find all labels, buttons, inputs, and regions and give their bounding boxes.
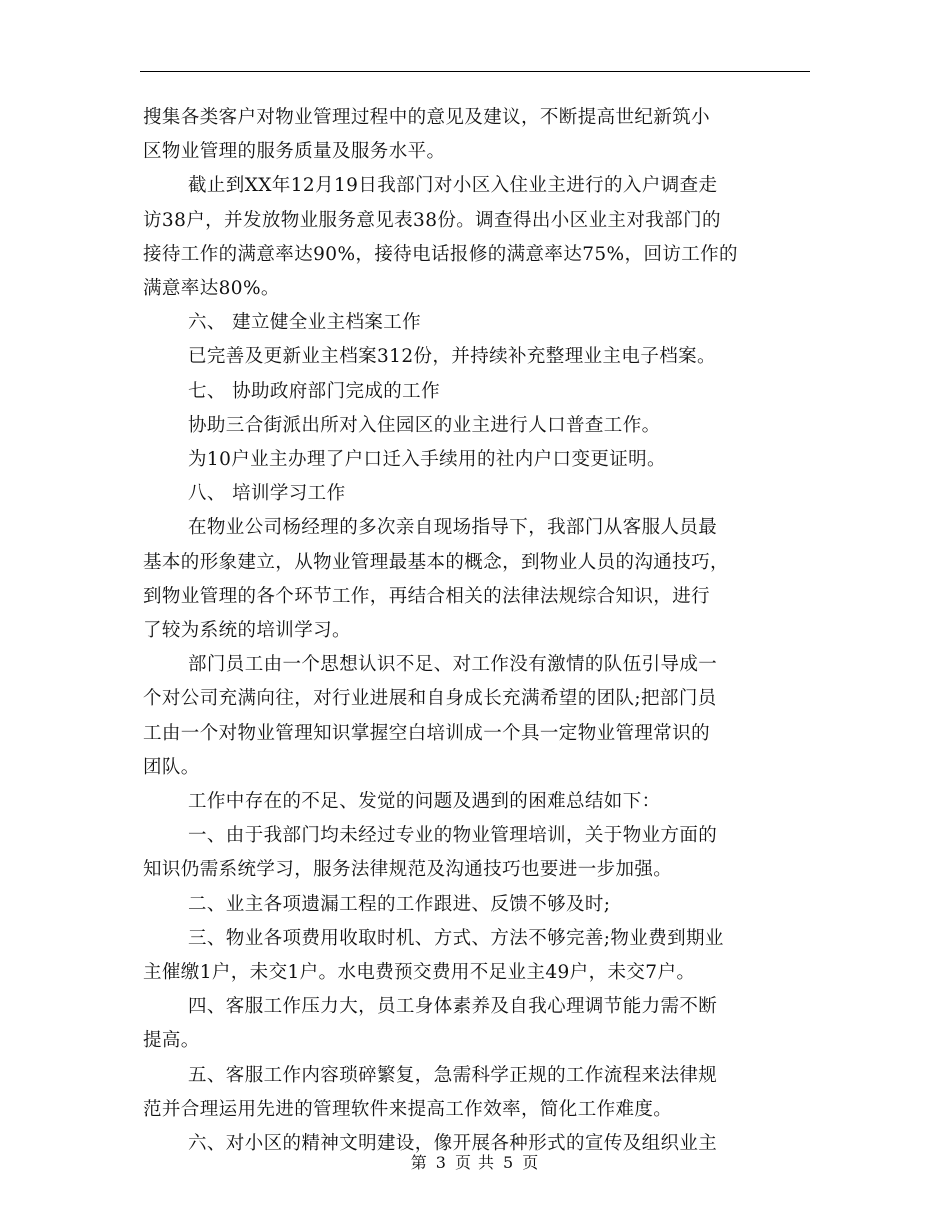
text-line: 主催缴1户，未交1户。水电费预交费用不足业主49户，未交7户。 xyxy=(143,962,696,984)
text-line: 截止到XX年12月19日我部门对小区入住业主进行的入户调查走 xyxy=(188,175,718,197)
text-line: 团队。 xyxy=(143,756,200,778)
text-line: 七、 协助政府部门完成的工作 xyxy=(188,380,440,402)
total-pages-number: 5 xyxy=(503,1153,515,1172)
text-line: 三、物业各项费用收取时机、方式、方法不够完善;物业费到期业 xyxy=(188,927,724,949)
text-line: 个对公司充满向往，对行业进展和自身成长充满希望的团队;把部门员 xyxy=(143,688,717,710)
page-footer xyxy=(0,1150,950,1173)
current-page-number: 3 xyxy=(435,1153,447,1172)
text-line: 二、业主各项遗漏工程的工作跟进、反馈不够及时; xyxy=(188,893,611,915)
text-line: 知识仍需系统学习，服务法律规范及沟通技巧也要进一步加强。 xyxy=(143,859,673,881)
text-line: 基本的形象建立，从物业管理最基本的概念，到物业人员的沟通技巧， xyxy=(143,551,729,573)
text-line: 区物业管理的服务质量及服务水平。 xyxy=(143,141,446,163)
footer-prefix: 第 xyxy=(410,1153,428,1172)
text-line: 满意率达80%。 xyxy=(143,278,280,300)
text-line: 八、 培训学习工作 xyxy=(188,483,346,505)
text-line: 五、客服工作内容琐碎繁复，急需科学正规的工作流程来法律规 xyxy=(188,1064,718,1086)
text-line: 提高。 xyxy=(143,1030,200,1052)
text-line: 工作中存在的不足、发觉的问题及遇到的困难总结如下： xyxy=(188,791,661,813)
text-line: 四、客服工作压力大，员工身体素养及自我心理调节能力需不断 xyxy=(188,996,718,1018)
text-line: 访38户，并发放物业服务意见表38份。调查得出小区业主对我部门的 xyxy=(143,209,721,231)
text-line: 在物业公司杨经理的多次亲自现场指导下，我部门从客服人员最 xyxy=(188,517,718,539)
text-line: 接待工作的满意率达90%，接待电话报修的满意率达75%，回访工作的 xyxy=(143,243,738,265)
text-line: 范并合理运用先进的管理软件来提高工作效率，简化工作难度。 xyxy=(143,1098,673,1120)
text-line: 协助三合街派出所对入住园区的业主进行人口普查工作。 xyxy=(188,414,661,436)
text-line: 工由一个对物业管理知识掌握空白培训成一个具一定物业管理常识的 xyxy=(143,722,711,744)
text-line: 六、 建立健全业主档案工作 xyxy=(188,312,422,334)
text-line: 了较为系统的培训学习。 xyxy=(143,620,351,642)
text-line: 搜集各类客户对物业管理过程中的意见及建议，不断提高世纪新筑小 xyxy=(143,107,711,128)
text-line: 六、对小区的精神文明建设，像开展各种形式的宣传及组织业主 xyxy=(188,1133,718,1155)
footer-mid: 页 共 xyxy=(454,1153,496,1172)
text-line: 为10户业主办理了户口迁入手续用的社内户口变更证明。 xyxy=(188,449,666,471)
footer-suffix: 页 xyxy=(522,1153,540,1172)
header-rule xyxy=(140,71,810,72)
text-line: 到物业管理的各个环节工作，再结合相关的法律法规综合知识，进行 xyxy=(143,585,711,607)
document-body xyxy=(143,101,811,1161)
text-line: 部门员工由一个思想认识不足、对工作没有激情的队伍引导成一 xyxy=(188,654,718,676)
text-line: 一、由于我部门均未经过专业的物业管理培训，关于物业方面的 xyxy=(188,825,718,847)
text-line: 已完善及更新业主档案312份，并持续补充整理业主电子档案。 xyxy=(188,346,716,368)
